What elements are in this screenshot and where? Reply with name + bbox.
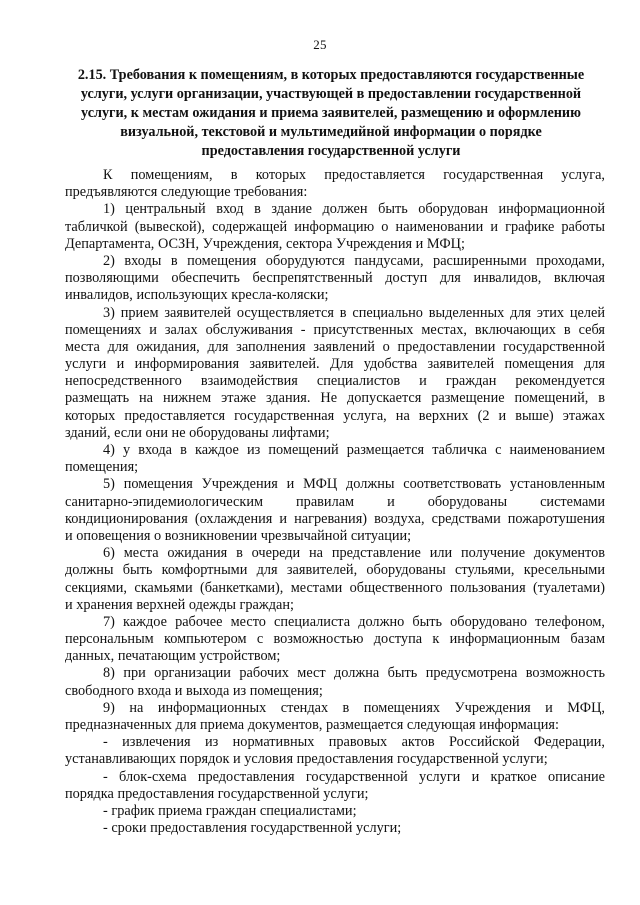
text-line: инвалидов, использующих кресла-коляски; — [65, 287, 329, 304]
text-line: и хранения верхней одежды граждан; — [65, 596, 295, 613]
text-line: секциями, скамьями (банкетками), местами общественного пользования (туалетами) — [65, 579, 605, 596]
text-line: - график приема граждан специалистами; — [103, 802, 357, 819]
text-line: табличкой (вывеской), содержащей информацию о наименовании и графике работы — [65, 218, 605, 235]
text-line: 9) на информационных стендах в помещениях Учреждения и МФЦ, — [103, 699, 605, 716]
text-line: размещать на нижнем этаже здания. Не допускается размещение помещений, в — [65, 390, 605, 407]
text-line: зданий, если они не оборудованы лифтами; — [65, 424, 330, 441]
text-line: 8) при организации рабочих мест должна быть предусмотрена возможность — [103, 665, 605, 682]
text-line: и оповещения о возникновении чрезвычайной ситуации; — [65, 527, 412, 544]
heading-line: услуги, к местам ожидания и приема заявителей, размещению и оформлению — [81, 105, 581, 121]
text-line: непосредственного взаимодействия специалистов и граждан рекомендуется — [65, 373, 605, 390]
text-line: свободного входа и выхода из помещения; — [65, 682, 323, 699]
text-line: 1) центральный вход в здание должен быть оборудован информационной — [103, 201, 605, 218]
text-line: санитарно-эпидемиологическим правилам и оборудованы системами — [65, 493, 605, 510]
text-line: предъявляются следующие требования: — [65, 184, 308, 201]
section-heading — [60, 66, 602, 161]
text-line: кондиционирования (охлаждения и нагревания) воздуха, средствами пожаротушения — [65, 510, 605, 527]
text-line: - извлечения из нормативных правовых актов Российской Федерации, — [103, 734, 605, 751]
heading-line: предоставления государственной услуги — [201, 143, 461, 159]
text-line: порядка предоставления государственной услуги; — [65, 785, 369, 802]
text-line: которых предоставляется государственная услуга, на верхних (2 и выше) этажах — [65, 407, 605, 424]
heading-line: 2.15. Требования к помещениям, в которых предоставляются государственные — [77, 67, 585, 83]
heading-line: визуальной, текстовой и мультимедийной информации о порядке — [120, 124, 542, 140]
text-line: устанавливающих порядок и условия предоставления государственной услуги; — [65, 751, 548, 768]
text-line: предназначенных для приема документов, размещается следующая информация: — [65, 717, 559, 733]
text-line: помещениях и залах обслуживания - присутственных местах, включающих в себя — [65, 321, 605, 338]
page-number: 25 — [313, 37, 327, 52]
text-line: - сроки предоставления государственной услуги; — [103, 820, 402, 837]
text-line: должны быть комфортными для заявителей, оборудованы стульями, кресельными — [65, 562, 605, 579]
text-line: 4) у входа в каждое из помещений размещается табличка с наименованием — [103, 442, 605, 458]
text-line: 5) помещения Учреждения и МФЦ должны соответствовать установленным — [103, 476, 605, 493]
text-line: К помещениям, в которых предоставляется государственная услуга, — [103, 167, 605, 183]
text-line: 7) каждое рабочее место специалиста должно быть оборудовано телефоном, — [103, 613, 605, 630]
text-line: 6) места ожидания в очереди на представление или получение документов — [103, 545, 605, 562]
text-line: места для ожидания, для заполнения заявлений о предоставлении государственной — [65, 338, 605, 355]
text-line: услуги и информирования заявителей. Для удобства заявителей помещения для — [65, 356, 605, 373]
text-line: Департамента, ОСЗН, Учреждения, сектора Учреждения и МФЦ; — [65, 235, 465, 252]
text-line: - блок-схема предоставления государственной услуги и краткое описание — [103, 768, 605, 785]
text-line: позволяющими обеспечить беспрепятственный доступ для инвалидов, включая — [65, 270, 605, 287]
text-line: 2) входы в помещения оборудуются пандусами, расширенными проходами, — [103, 252, 605, 269]
text-line: персональным компьютером с возможностью доступа к информационным базам — [65, 631, 605, 648]
text-line: помещения; — [65, 459, 139, 476]
text-line: 3) прием заявителей осуществляется в специально выделенных для этих целей — [103, 304, 605, 321]
text-line: данных, печатающим устройством; — [65, 648, 281, 665]
body-text — [65, 167, 605, 837]
page-bottom-margin — [0, 885, 640, 905]
heading-line: услуги, услуги организации, участвующей в предоставлении государственной — [80, 86, 582, 102]
